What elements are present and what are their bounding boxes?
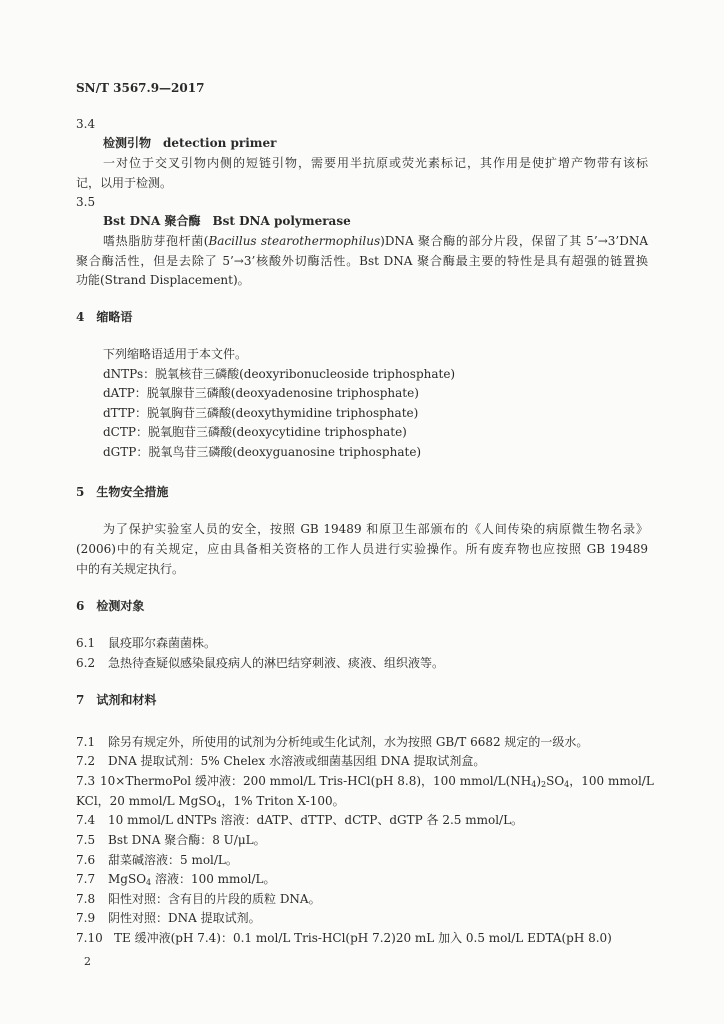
definition-text: )DNA 聚合酶的部分片段，保留了其 5’→3’DNA	[380, 234, 648, 248]
clause-7-6	[76, 852, 238, 868]
clause-3-4-term: 检测引物 detection primer	[103, 136, 277, 150]
subscript: 4	[216, 800, 222, 809]
clause-3-4-definition-line: 一对位于交叉引物内侧的短链引物，需要用半抗原或荧光素标记，其作用是使扩增产物带有该标	[103, 156, 648, 170]
clause-text: )	[536, 774, 541, 788]
clause-7-9	[76, 910, 261, 926]
clause-7-4	[76, 812, 523, 828]
page-number: 2	[84, 955, 91, 968]
section-7-heading: 7 试剂和材料	[76, 693, 157, 707]
clause-3-4-number: 3.4	[76, 117, 96, 131]
subscript: 2	[541, 780, 547, 789]
clause-number: 7.2	[76, 754, 96, 768]
clause-text: 阳性对照：含有目的片段的质粒 DNA。	[108, 892, 321, 906]
abbreviation-item: dTTP：脱氧胸苷三磷酸(deoxythymidine triphosphate)	[103, 406, 419, 420]
clause-text: MgSO	[108, 872, 147, 886]
clause-text: KCl，20 mmol/L MgSO	[76, 794, 217, 808]
section-5-paragraph-line: 为了保护实验室人员的安全，按照 GB 19489 和原卫生部颁布的《人间传染的病原微生物名录》	[103, 522, 648, 536]
section-5-heading: 5 生物安全措施	[76, 485, 169, 499]
species-name: Bacillus stearothermophilus	[208, 234, 381, 248]
clause-number: 7.4	[76, 813, 96, 827]
clause-text: ，100 mmol/L	[569, 774, 654, 788]
clause-number: 7.8	[76, 892, 96, 906]
clause-7-7	[76, 871, 276, 887]
clause-text: ，1% Triton X-100。	[221, 794, 345, 808]
clause-text: DNA 提取试剂：5% Chelex 水溶液或细菌基因组 DNA 提取试剂盒。	[108, 754, 486, 768]
subscript: 4	[146, 878, 152, 887]
clause-number: 7.6	[76, 853, 96, 867]
clause-3-5-definition-line: 功能(Strand Displacement)。	[76, 273, 250, 287]
standard-code: SN/T 3567.9—2017	[76, 81, 205, 95]
clause-7-1	[76, 734, 588, 750]
section-6-heading: 6 检测对象	[76, 599, 145, 613]
clause-text: 溶液：100 mmol/L。	[151, 872, 276, 886]
clause-number: 7.10	[76, 931, 103, 945]
definition-text: 嗜热脂肪芽孢杆菌(	[103, 234, 209, 248]
clause-number: 7.9	[76, 911, 96, 925]
abbreviation-item: dCTP：脱氧胞苷三磷酸(deoxycytidine triphosphate)	[103, 425, 407, 439]
clause-number: 7.5	[76, 833, 96, 847]
clause-text: Bst DNA 聚合酶：8 U/μL。	[108, 833, 266, 847]
clause-3-5-definition-line	[103, 233, 648, 249]
clause-text: 除另有规定外，所使用的试剂为分析纯或生化试剂，水为按照 GB/T 6682 规定的一级水。	[108, 735, 589, 749]
clause-6-2	[76, 655, 444, 671]
clause-6-1	[76, 635, 216, 651]
clause-3-5-definition-line: 聚合酶活性，但是去除了 5’→3’核酸外切酶活性。Bst DNA 聚合酶最主要的特性是具有超强的链置换	[76, 254, 648, 268]
clause-text: 10×ThermoPol 缓冲液：200 mmol/L Tris-HCl(pH 8.8)，100 mmol/L(NH	[100, 774, 532, 788]
clause-7-5	[76, 832, 266, 848]
clause-3-5-number: 3.5	[76, 195, 96, 209]
clause-number: 7.7	[76, 872, 96, 886]
clause-7-3-continued	[76, 793, 345, 809]
abbreviation-item: dNTPs：脱氧核苷三磷酸(deoxyribonucleoside triphosphate)	[103, 367, 456, 381]
abbreviation-item: dGTP：脱氧鸟苷三磷酸(deoxyguanosine triphosphate)	[103, 445, 422, 459]
clause-text: SO	[546, 774, 565, 788]
clause-7-3	[76, 773, 654, 789]
clause-text: 10 mmol/L dNTPs 溶液：dATP、dTTP、dCTP、dGTP 各 2.5 mmol/L。	[108, 813, 524, 827]
clause-3-4-definition-line: 记，以用于检测。	[76, 176, 173, 190]
section-4-heading: 4 缩略语	[76, 310, 133, 324]
clause-text: 鼠疫耶尔森菌菌株。	[108, 636, 217, 650]
clause-text: 甜菜碱溶液：5 mol/L。	[108, 853, 238, 867]
clause-number: 7.3	[76, 774, 96, 788]
section-5-paragraph-line: 中的有关规定执行。	[76, 562, 185, 576]
clause-number: 6.2	[76, 656, 96, 670]
abbreviation-item: dATP：脱氧腺苷三磷酸(deoxyadenosine triphosphate)	[103, 386, 419, 400]
clause-7-10	[76, 930, 612, 946]
clause-text: 急热待查疑似感染鼠疫病人的淋巴结穿刺液、痰液、组织液等。	[108, 656, 445, 670]
section-5-paragraph-line: (2006)中的有关规定，应由具备相关资格的工作人员进行实验操作。所有废弃物也应按照 GB 19489	[76, 542, 648, 556]
clause-text: 阴性对照：DNA 提取试剂。	[108, 911, 261, 925]
clause-7-8	[76, 891, 321, 907]
abbreviations-intro: 下列缩略语适用于本文件。	[103, 347, 248, 361]
clause-number: 7.1	[76, 735, 96, 749]
subscript: 4	[531, 780, 537, 789]
clause-text: TE 缓冲液(pH 7.4)：0.1 mol/L Tris-HCl(pH 7.2)20 mL 加入 0.5 mol/L EDTA(pH 8.0)	[114, 931, 612, 945]
subscript: 4	[564, 780, 570, 789]
clause-number: 6.1	[76, 636, 96, 650]
clause-7-2	[76, 753, 485, 769]
clause-3-5-term: Bst DNA 聚合酶 Bst DNA polymerase	[103, 214, 351, 228]
